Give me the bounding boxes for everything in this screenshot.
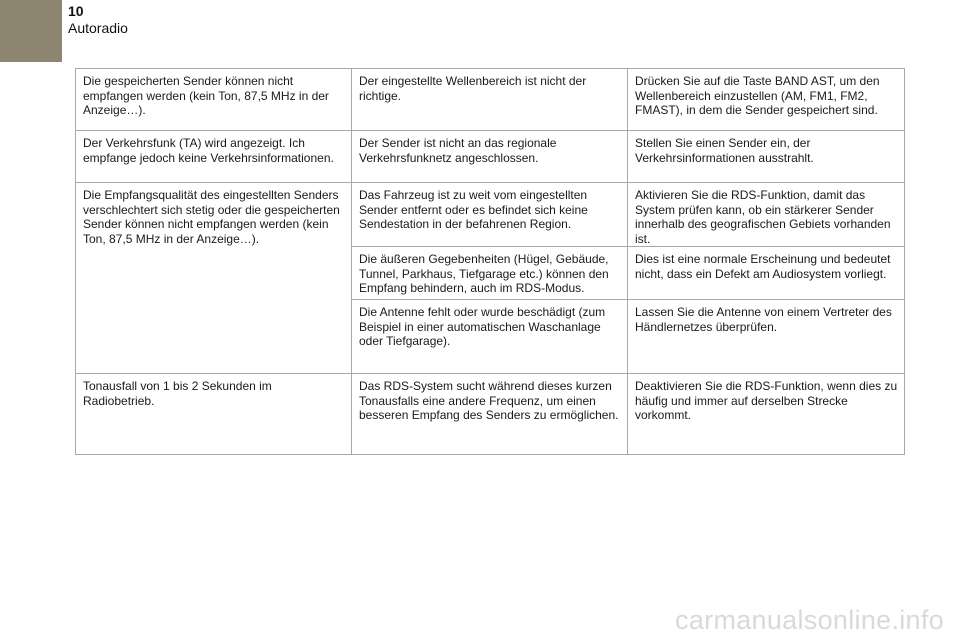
chapter-tab bbox=[0, 0, 62, 62]
cause-cell: Das RDS-System sucht während dieses kurzen Tonausfalls eine andere Frequenz, um einen besseren Empfang des Senders zu ermöglichen. bbox=[352, 374, 628, 455]
problem-cell: Die Empfangsqualität des eingestellten Senders verschlechtert sich stetig oder die gespeicherten Sender können nicht empfangen werden (kein Ton, 87,5 MHz in der Anzeige…). bbox=[76, 183, 352, 374]
problem-cell: Der Verkehrsfunk (TA) wird angezeigt. Ich empfange jedoch keine Verkehrsinformationen. bbox=[76, 131, 352, 183]
cause-cell: Die äußeren Gegebenheiten (Hügel, Gebäude, Tunnel, Parkhaus, Tiefgarage etc.) können den Empfang behindern, auch im RDS-Modus. bbox=[352, 247, 628, 300]
section-title: Autoradio bbox=[68, 20, 128, 36]
solution-cell: Dies ist eine normale Erscheinung und bedeutet nicht, dass ein Defekt am Audiosystem vorliegt. bbox=[628, 247, 905, 300]
table-row bbox=[76, 69, 905, 131]
troubleshooting-table bbox=[75, 68, 905, 455]
table-row bbox=[76, 131, 905, 183]
solution-cell: Deaktivieren Sie die RDS-Funktion, wenn dies zu häufig und immer auf derselben Strecke vorkommt. bbox=[628, 374, 905, 455]
watermark: carmanualsonline.info bbox=[675, 605, 944, 635]
solution-cell: Drücken Sie auf die Taste BAND AST, um den Wellenbereich einzustellen (AM, FM1, FM2, FMAST), in dem die Sender gespeichert sind. bbox=[628, 69, 905, 131]
solution-cell: Lassen Sie die Antenne von einem Vertreter des Händlernetzes überprüfen. bbox=[628, 300, 905, 374]
cause-cell: Das Fahrzeug ist zu weit vom eingestellten Sender entfernt oder es befindet sich keine Sendestation in der befahrenen Region. bbox=[352, 183, 628, 247]
cause-cell: Der Sender ist nicht an das regionale Verkehrsfunknetz angeschlossen. bbox=[352, 131, 628, 183]
table-row bbox=[76, 183, 905, 247]
cause-cell: Der eingestellte Wellenbereich ist nicht der richtige. bbox=[352, 69, 628, 131]
solution-cell: Aktivieren Sie die RDS-Funktion, damit das System prüfen kann, ob ein stärkerer Sender innerhalb des geografischen Gebiets vorhanden ist. bbox=[628, 183, 905, 247]
solution-cell: Stellen Sie einen Sender ein, der Verkehrsinformationen ausstrahlt. bbox=[628, 131, 905, 183]
cause-cell: Die Antenne fehlt oder wurde beschädigt (zum Beispiel in einer automatischen Waschanlage oder Tiefgarage). bbox=[352, 300, 628, 374]
problem-cell: Tonausfall von 1 bis 2 Sekunden im Radiobetrieb. bbox=[76, 374, 352, 455]
problem-cell: Die gespeicherten Sender können nicht empfangen werden (kein Ton, 87,5 MHz in der Anzeige…). bbox=[76, 69, 352, 131]
table-row bbox=[76, 374, 905, 455]
page-number: 10 bbox=[68, 3, 84, 19]
